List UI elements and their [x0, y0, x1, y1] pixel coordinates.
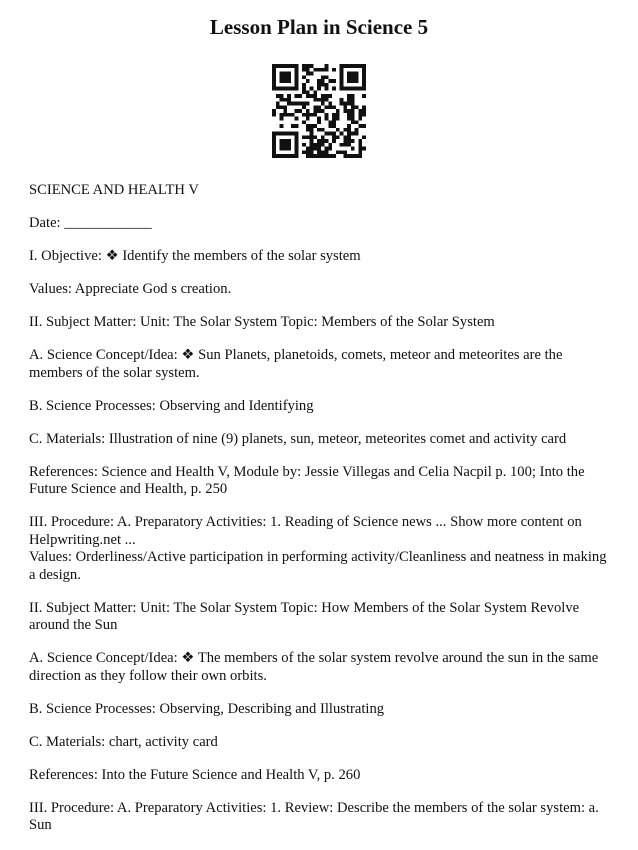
- science-concept: A. Science Concept/Idea: ❖ The members of the solar system revolve around the sun in the same direction as they follow their own orbits.: [29, 650, 599, 684]
- references: References: Into the Future Science and Health V, p. 260: [29, 766, 361, 783]
- date-line: Date: ____________: [29, 215, 152, 231]
- values: Values: Orderliness/Active participation in performing activity/Cleanliness and neatness in making a design.: [29, 549, 607, 583]
- science-concept: A. Science Concept/Idea: ❖ Sun Planets, planetoids, comets, meteor and meteorites are the members of the solar system.: [29, 347, 563, 381]
- course-heading: SCIENCE AND HEALTH V: [29, 182, 199, 198]
- objective: I. Objective: ❖ Identify the members of the solar system: [29, 248, 361, 264]
- references: References: Science and Health V, Module by: Jessie Villegas and Celia Nacpil p. 100; Into the Future Science and Health, p. 250: [29, 463, 585, 497]
- qr-code: [272, 64, 366, 158]
- science-processes: B. Science Processes: Observing, Describing and Illustrating: [29, 700, 385, 717]
- subject-matter: II. Subject Matter: Unit: The Solar System Topic: How Members of the Solar System Revolve around the Sun: [29, 599, 580, 633]
- procedure: III. Procedure: A. Preparatory Activities: 1. Review: Describe the members of the solar system: a. Sun: [29, 799, 599, 833]
- materials: C. Materials: Illustration of nine (9) planets, sun, meteor, meteorites comet and activity card: [29, 430, 567, 447]
- procedure: III. Procedure: A. Preparatory Activities: 1. Reading of Science news ... Show more content on Helpwriting.net ...: [29, 514, 582, 548]
- science-processes: B. Science Processes: Observing and Identifying: [29, 397, 314, 414]
- page-title: Lesson Plan in Science 5: [209, 15, 429, 39]
- materials: C. Materials: chart, activity card: [29, 733, 218, 750]
- document-body: [29, 182, 615, 850]
- values: Values: Appreciate God s creation.: [29, 281, 232, 297]
- subject-matter: II. Subject Matter: Unit: The Solar System Topic: Members of the Solar System: [29, 314, 495, 330]
- qr-code-modules: [272, 64, 366, 158]
